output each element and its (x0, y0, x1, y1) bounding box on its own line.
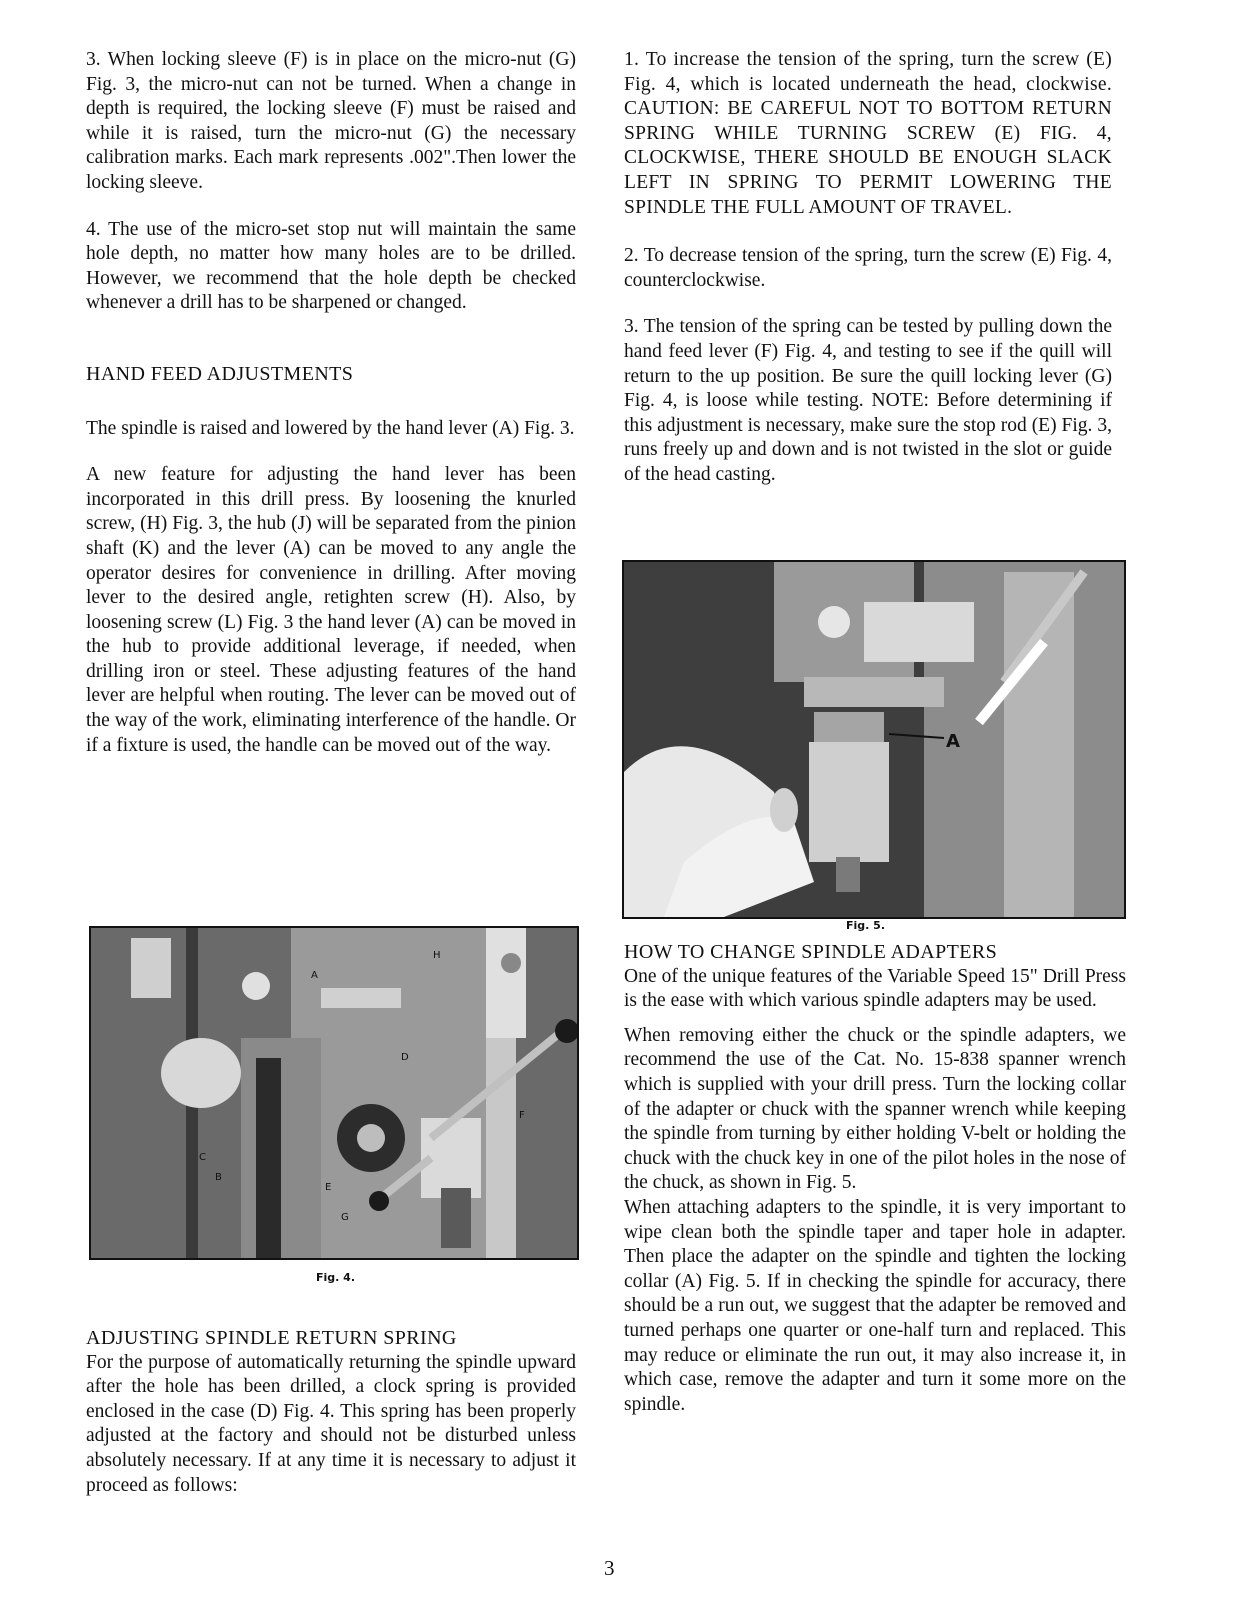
paragraph-removing-adapters: When removing either the chuck or the spindle adapters, we recommend the use of the Cat. No. 15-838 spanner wrench which is supplied with your drill press. Turn the locking collar of the adapter or chuck with the spanner wrench while keeping the spindle from turning by either holding V-belt or holding the chuck with the chuck key in one of the pilot holes in the nose of the chuck, as shown in Fig. 5. (624, 1024, 1126, 1194)
paragraph-increase-tension: 1. To increase the tension of the spring, turn the screw (E) Fig. 4, which is located underneath the head, clockwise. CAUTION: BE CAREFUL NOT TO BOTTOM RETURN SPRING WHILE TURNING SCREW (E) FIG. 4, CLOCKWISE, THERE SHOULD BE ENOUGH SLACK LEFT IN SPRING TO PERMIT LOWERING THE SPINDLE THE FULL AMOUNT OF TRAVEL. (624, 49, 1112, 218)
heading-hand-feed: HAND FEED ADJUSTMENTS (86, 362, 354, 385)
fig4-label-f: F (519, 1110, 525, 1121)
paragraph-return-spring: For the purpose of automatically returning the spindle upward after the hole has been drilled, a clock spring is provided enclosed in the case (D) Fig. 4. This spring has been properly adjusted at the factory and should not be disturbed unless absolutely necessary. If at any time it is necessary to adjust it proceed as follows: (86, 1351, 576, 1496)
paragraph-micro-nut-step-3: 3. When locking sleeve (F) is in place on the micro-nut (G) Fig. 3, the micro-nut can not be turned. When a change in depth is required, the locking sleeve (F) must be raised and while it is raised, turn the micro-nut (G) the necessary calibration marks. Each mark represents .002".Then lower the locking sleeve. (86, 49, 576, 193)
paragraph-hand-lever-feature: A new feature for adjusting the hand lever has been incorporated in this drill press. By loosening the knurled screw, (H) Fig. 3, the hub (J) will be separated from the pinion shaft (K) and the lever (A) can be moved to any angle the operator desires for convenience in drilling. After moving lever to the desired angle, retighten screw (H). Also, by loosening screw (L) Fig. 3 the hand lever (A) can be moved in the hub to provide additional leverage, if needed, when drilling iron or steel. These adjusting features of the hand lever are helpful when routing. The lever can be moved out of the way of the work, eliminating interference of the handle. Or if a fixture is used, the handle can be moved out of the way. (86, 464, 576, 756)
paragraph-spindle-raised: The spindle is raised and lowered by the hand lever (A) Fig. 3. (86, 417, 575, 439)
left-column-lower (86, 1326, 576, 1498)
right-column-lower (624, 940, 1126, 1417)
fig4-label-a: A (311, 970, 318, 981)
figure-5-photo (622, 560, 1126, 919)
figure-5-caption: Fig. 5. (846, 919, 885, 932)
fig4-label-h: H (433, 950, 441, 961)
fig4-label-g: G (341, 1212, 349, 1223)
paragraph-decrease-tension: 2. To decrease tension of the spring, turn the screw (E) Fig. 4, counterclockwise. (624, 245, 1112, 291)
drill-press-head-illustration (91, 928, 577, 1258)
paragraph-unique-features: One of the unique features of the Variable Speed 15" Drill Press is the ease with which various spindle adapters may be used. (624, 965, 1126, 1012)
figure-4-photo (89, 926, 579, 1260)
heading-spindle-adapters: HOW TO CHANGE SPINDLE ADAPTERS (624, 941, 998, 963)
heading-spindle-return-spring: ADJUSTING SPINDLE RETURN SPRING (86, 1327, 457, 1349)
fig4-label-d: D (401, 1052, 409, 1063)
fig4-label-e: E (325, 1182, 332, 1193)
fig4-label-c: C (199, 1152, 206, 1163)
left-column (86, 48, 576, 758)
paragraph-attaching-adapters: When attaching adapters to the spindle, it is very important to wipe clean both the spindle taper and taper hole in adapter. Then place the adapter on the spindle and tighten the locking collar (A) Fig. 5. If in checking the spindle for accuracy, there should be a run out, we suggest that the adapter be removed and turned perhaps one quarter or one-half turn and replaced. This may reduce or eliminate the run out, it may also increase it, in which case, remove the adapter and turn it some more on the spindle. (624, 1196, 1126, 1415)
page-number: 3 (604, 1556, 615, 1580)
fig4-label-b: B (215, 1172, 222, 1183)
figure-4-caption: Fig. 4. (316, 1271, 355, 1284)
paragraph-micro-set-step-4: 4. The use of the micro-set stop nut will maintain the same hole depth, no matter how many holes are to be drilled. However, we recommend that the hole depth be checked whenever a drill has to be sharpened or changed. (86, 218, 576, 314)
fig5-label-a: A (946, 731, 960, 752)
paragraph-test-tension: 3. The tension of the spring can be tested by pulling down the hand feed lever (F) Fig. 4, and testing to see if the quill will return to the up position. Be sure the quill locking lever (G) Fig. 4, is loose while testing. NOTE: Before determining if this adjustment is necessary, make sure the stop rod (E) Fig. 3, runs freely up and down and is not twisted in the slot or guide of the head casting. (624, 316, 1112, 485)
right-column (624, 48, 1112, 488)
chuck-key-illustration (624, 562, 1124, 917)
